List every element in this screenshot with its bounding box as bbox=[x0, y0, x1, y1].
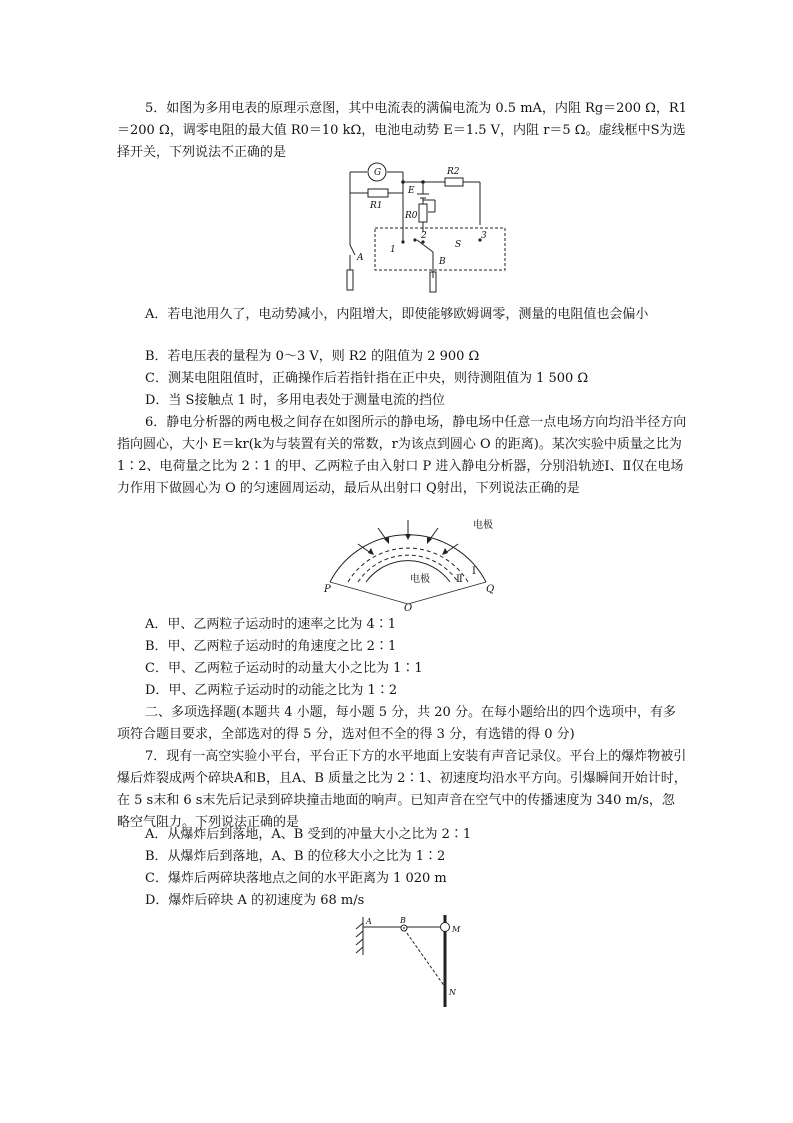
label-track-II: Ⅱ bbox=[456, 574, 463, 585]
label-electrode-outer: 电极 bbox=[473, 520, 493, 531]
label-N: N bbox=[449, 988, 456, 997]
q7-option-b: B．从爆炸后到落地，A、B 的位移大小之比为 1∶2 bbox=[145, 849, 446, 864]
q7-option-a: A．从爆炸后到落地，A、B 受到的冲量大小之比为 2∶1 bbox=[145, 827, 472, 842]
q6-option-a: A．甲、乙两粒子运动时的速率之比为 4∶1 bbox=[145, 617, 397, 632]
q6-option-c: C．甲、乙两粒子运动时的动量大小之比为 1∶1 bbox=[145, 661, 423, 676]
label-P: P bbox=[324, 584, 331, 595]
q5-circuit-figure bbox=[335, 160, 515, 300]
q5-stem: 5．如图为多用电表的原理示意图，其中电流表的满偏电流为 0.5 mA，内阻 Rg＝200 Ω，R1＝200 Ω，调零电阻的最大值 R0＝10 kΩ，电池电动势 E＝1.5 V，内阻 r＝5 Ω。虚线框中S为选择开关，下列说法不正确的是 bbox=[117, 101, 687, 160]
label-Q: Q bbox=[486, 584, 495, 595]
q7-option-d: D．爆炸后碎块 A 的初速度为 68 m/s bbox=[145, 893, 365, 908]
label-1: 1 bbox=[390, 245, 396, 255]
q6-option-d: D．甲、乙两粒子运动时的动能之比为 1∶2 bbox=[145, 683, 398, 698]
label-B: B bbox=[439, 257, 446, 267]
label-G: G bbox=[374, 168, 382, 178]
label-A: A bbox=[366, 917, 372, 926]
label-A: A bbox=[357, 253, 364, 263]
q7-figure bbox=[348, 915, 468, 1010]
q7-stem: 7．现有一高空实验小平台，平台正下方的水平地面上安装有声音记录仪。平台上的爆炸物被引爆后炸裂成两个碎块A和B，且A、B 质量之比为 2∶1、初速度均沿水平方向。引爆瞬间开始计时，在 5 s末和 6 s末先后记录到碎块撞击地面的响声。已知声音在空气中的传播速度为 340 m/s，忽略空气阻力。下列说法正确的是 bbox=[117, 749, 687, 830]
label-electrode-inner: 电极 bbox=[410, 574, 430, 585]
label-B: B bbox=[400, 916, 406, 925]
q6-stem: 6．静电分析器的两电极之间存在如图所示的静电场，静电场中任意一点电场方向均沿半径方向指向圆心，大小 E＝kr(k为与装置有关的常数，r为该点到圆心 O 的距离)。某次实验中质量之比为 1∶2、电荷量之比为 2∶1 的甲、乙两粒子由入射口 P 进入静电分析器，分别沿轨迹Ⅰ、Ⅱ仅在电场力作用下做圆心为 O 的匀速圆周运动，最后从出射口 Q射出，下列说法正确的是 bbox=[117, 415, 687, 496]
q5-option-b: B．若电压表的量程为 0～3 V，则 R2 的阻值为 2 900 Ω bbox=[145, 349, 480, 364]
q6-option-b: B．甲、乙两粒子运动时的角速度之比 2∶1 bbox=[145, 639, 397, 654]
label-R0: R0 bbox=[405, 211, 418, 221]
section-2-heading: 二、多项选择题(本题共 4 小题，每小题 5 分，共 20 分。在每小题给出的四个选项中，有多项符合题目要求，全部选对的得 5 分，选对但不全的得 3 分，有选错的得 0 分) bbox=[117, 705, 676, 742]
label-R1: R1 bbox=[370, 201, 383, 211]
label-track-I: Ⅰ bbox=[472, 566, 476, 577]
label-R2: R2 bbox=[447, 167, 460, 177]
q7-option-c: C．爆炸后两碎块落地点之间的水平距离为 1 020 m bbox=[145, 871, 447, 886]
q5-option-c: C．测某电阻阻值时，正确操作后若指针指在正中央，则待测阻值为 1 500 Ω bbox=[145, 371, 589, 386]
q5-option-a: A．若电池用久了，电动势减小，内阻增大，即使能够欧姆调零，测量的电阻值也会偏小 bbox=[145, 307, 649, 322]
label-S: S bbox=[455, 240, 462, 250]
q5-option-d: D．当 S接触点 1 时，多用电表处于测量电流的挡位 bbox=[145, 393, 445, 408]
label-O: O bbox=[404, 603, 413, 614]
label-E: E bbox=[408, 186, 415, 196]
label-3: 3 bbox=[481, 231, 487, 241]
label-2: 2 bbox=[421, 231, 427, 241]
q6-electrostatic-analyzer-figure bbox=[318, 512, 498, 612]
label-M: M bbox=[452, 925, 461, 934]
